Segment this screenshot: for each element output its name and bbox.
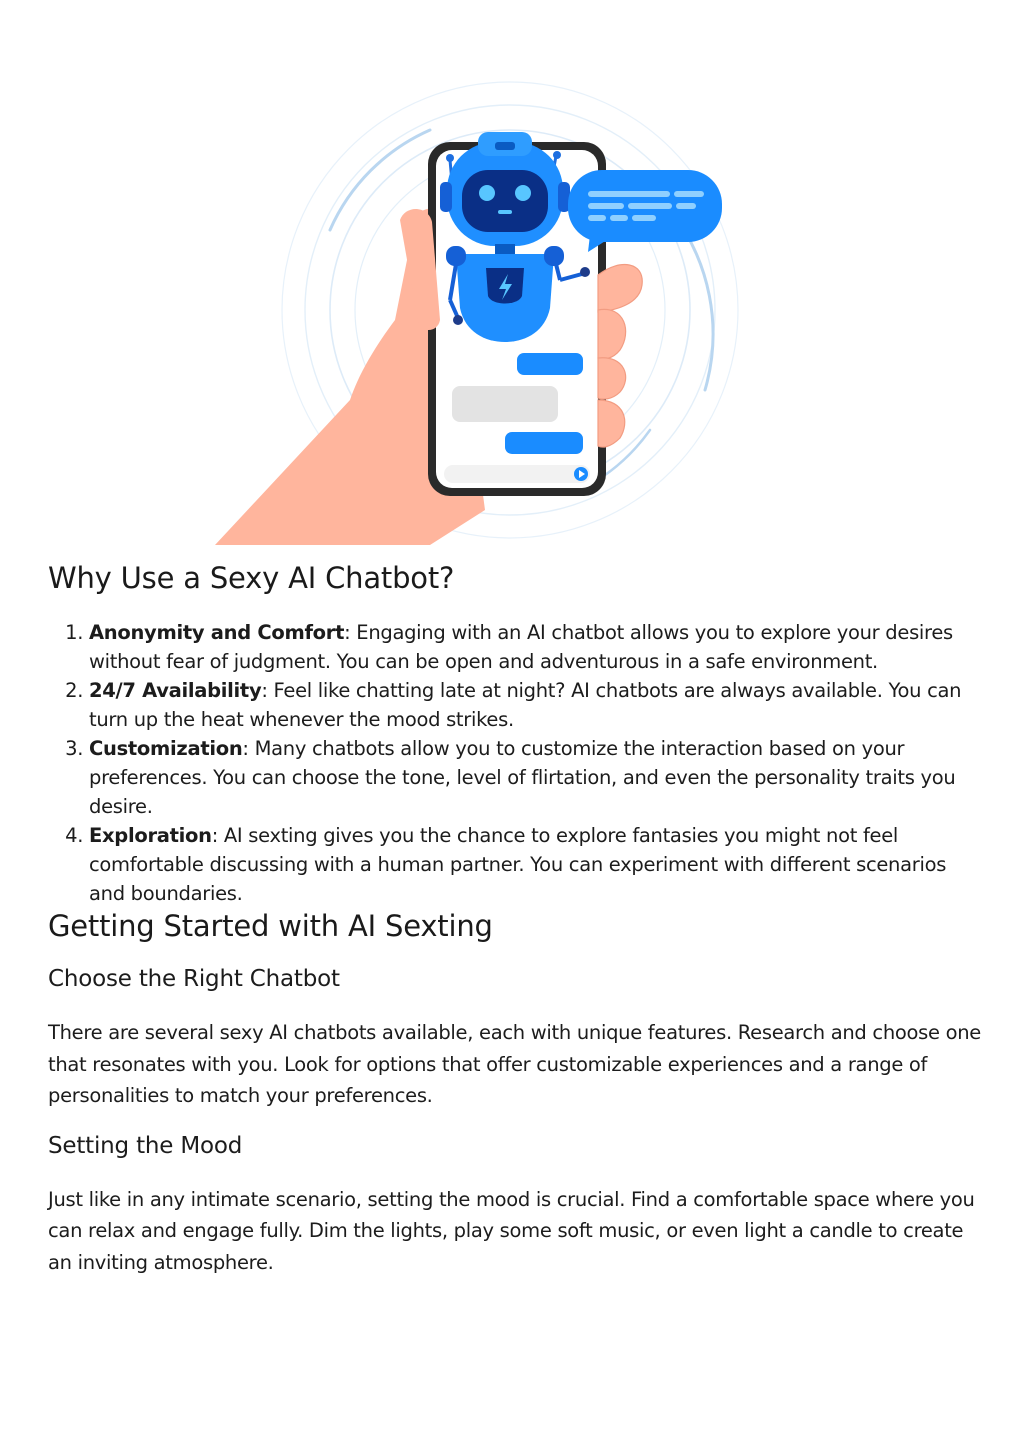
list-item — [89, 821, 983, 908]
reason-title: 24/7 Availability — [89, 678, 262, 702]
setting-mood-heading: Setting the Mood — [48, 1132, 243, 1159]
list-item — [89, 618, 983, 676]
hand-fingers — [598, 265, 642, 448]
reason-text: : AI sexting gives you the chance to explore fantasies you might not feel comfortable discussing with a human partner. You can experiment with different scenarios and boundaries. — [89, 823, 947, 905]
reasons-list — [48, 618, 983, 908]
chatbot-hero-illustration — [200, 70, 760, 545]
article-content — [48, 560, 983, 1278]
choose-chatbot-paragraph: There are several sexy AI chatbots available, each with unique features. Research and choose one that resonates with you. Look for options that offer customizable experiences and a range of personalities to match your preferences. — [48, 1021, 981, 1108]
list-item — [89, 734, 983, 821]
reason-title: Exploration — [89, 823, 212, 847]
reason-text: : Many chatbots allow you to customize the interaction based on your preferences. You can choose the tone, level of flirtation, and even the personality traits you desire. — [89, 736, 956, 818]
setting-mood-paragraph: Just like in any intimate scenario, setting the mood is crucial. Find a comfortable space where you can relax and engage fully. Dim the lights, play some soft music, or even light a candle to create an inviting atmosphere. — [48, 1187, 975, 1274]
list-item — [89, 676, 983, 734]
reason-text: : Feel like chatting late at night? AI chatbots are always available. You can turn up the heat whenever the mood strikes. — [89, 678, 962, 731]
speech-bubble-icon — [568, 170, 722, 252]
why-use-heading: Why Use a Sexy AI Chatbot? — [48, 561, 455, 595]
reason-text: : Engaging with an AI chatbot allows you to explore your desires without fear of judgment. You can be open and adventurous in a safe environment. — [89, 620, 953, 673]
choose-chatbot-heading: Choose the Right Chatbot — [48, 966, 340, 993]
reason-title: Customization — [89, 736, 243, 760]
reason-title: Anonymity and Comfort — [89, 620, 345, 644]
getting-started-heading: Getting Started with AI Sexting — [48, 908, 493, 943]
